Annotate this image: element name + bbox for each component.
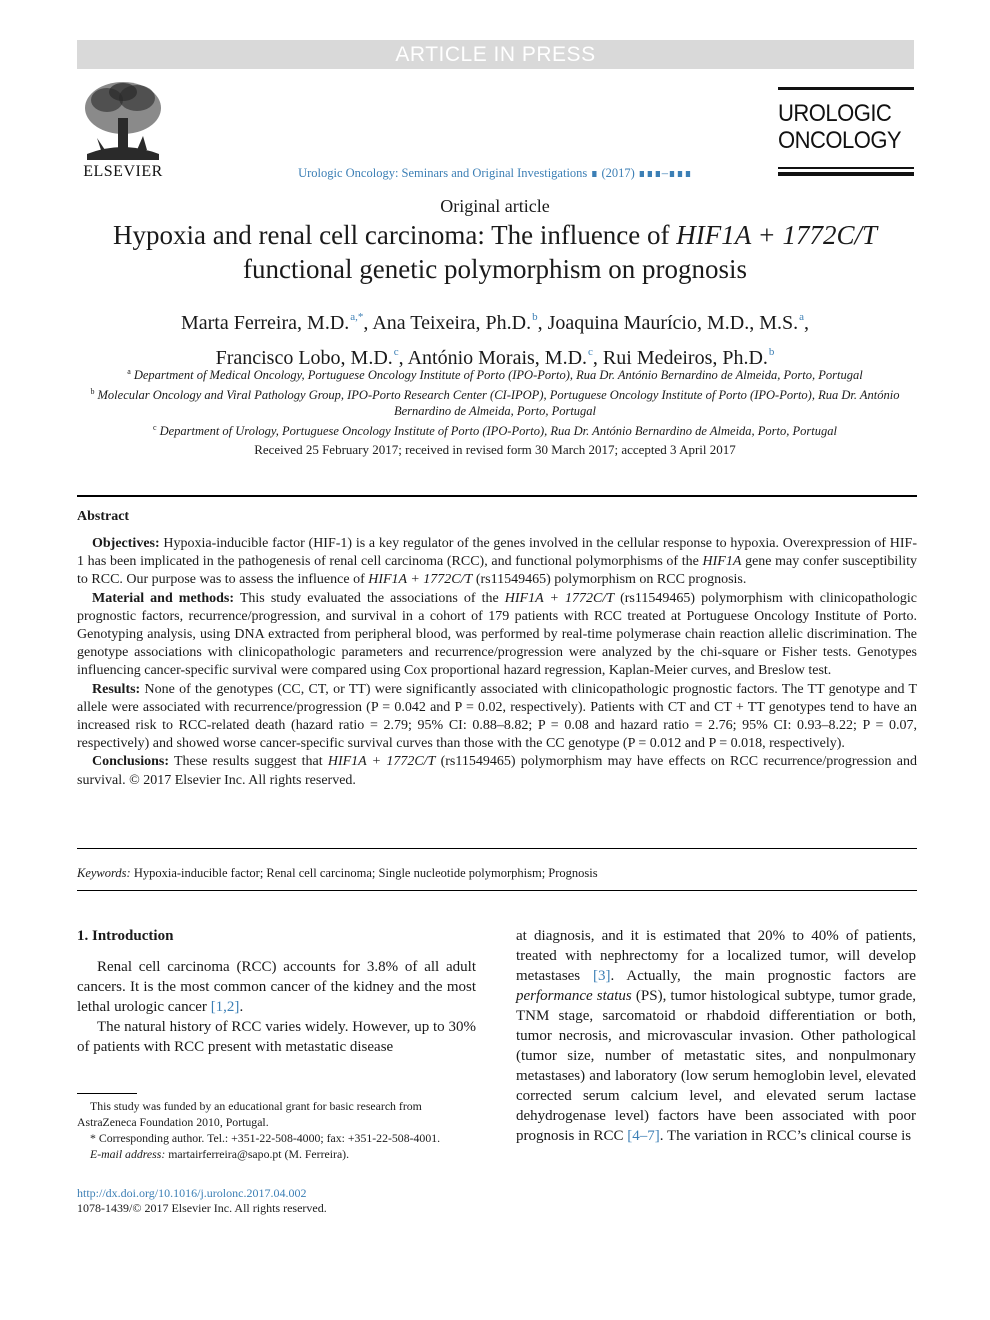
paragraph: Renal cell carcinoma (RCC) accounts for 3.8% of all adult cancers. It is the most common cancer of the kidney and the most lethal urologic cancer [1,2].: [77, 959, 476, 1015]
corresponding-author-note: * Corresponding author. Tel.: +351-22-508-4000; fax: +351-22-508-4001.: [90, 1131, 441, 1145]
journal-brand-line2: ONCOLOGY: [778, 127, 902, 154]
author-name: Rui Medeiros, Ph.D.: [602, 347, 768, 369]
author-affiliation-link[interactable]: c: [588, 346, 593, 358]
footnotes: [77, 1098, 476, 1162]
abstract-results: Results: None of the genotypes (CC, CT, or TT) were significantly associated with clinicopathologic prognostic factors. The TT genotype and T allele were associated with recurrence/progression (P = 0.042 and P = 0.02, respectively). Patients with CT and CT + TT genotypes tend to have an increased risk to RCC-related death (hazard ratio = 2.79; 95% CI: 0.88–8.82; P = 0.08 and hazard ratio = 2.76; 95% CI: 0.93–8.22; P = 0.07, respectively) and showed worse cancer-specific survival curves than those with the CC genotype (P = 0.012 and P = 0.018, respectively).: [77, 681, 917, 752]
publisher-name: ELSEVIER: [83, 163, 163, 180]
journal-brand-line1: UROLOGIC: [778, 100, 892, 127]
funding-note: This study was funded by an educational grant for basic research from AstraZeneca Foundation 2010, Portugal.: [77, 1099, 422, 1129]
paragraph: The natural history of RCC varies widely. However, up to 30% of patients with RCC present with metastatic disease: [77, 1019, 476, 1055]
affiliations: [80, 364, 910, 439]
intro-left-column: [77, 926, 476, 1057]
section-heading: 1. Introduction: [77, 928, 174, 944]
affiliation-item: $^b$ Molecular Oncology and Viral Pathology Group, IPO-Porto Research Center (CI-IPOP), Portuguese Oncology Institute of Porto (IPO-Porto), Rua Dr. António Bernardino de Almeida, Porto, Portugal: [90, 386, 900, 418]
citation-link[interactable]: [4–7]: [627, 1128, 660, 1144]
abstract-heading: Abstract: [77, 509, 130, 524]
footnote-rule: [77, 1093, 137, 1094]
author-affiliation-link[interactable]: b: [532, 311, 538, 323]
abstract-body: [77, 535, 917, 790]
affiliation-item: $^c$ Department of Urology, Portuguese Oncology Institute of Porto (IPO-Porto), Rua Dr. António Bernardino de Almeida, Porto, Portugal: [153, 422, 837, 438]
abstract-methods: Material and methods: This study evaluated the associations of the HIF1A + 1772C/T (rs11549465) polymorphism with clinicopathologic prognostic factors, recurrence/progression, and survival in a cohort of 179 patients with RCC treated at Portuguese Oncology Institute of Porto. Genotyping analysis, using DNA extracted from peripheral blood, was performed by real-time polymerase chain reaction allelic discrimination. The genotype associations with clinicopathologic parameters and recurrence/progression were analyzed by the chi-square or Fisher tests. Genotypes influencing cancer-specific survival were compared using Cox proportional hazard regression, Kaplan-Meier curves, and Breslow test.: [77, 590, 917, 679]
divider: [77, 848, 917, 849]
journal-brand: [778, 100, 900, 154]
email-note: E-mail address: martairferreira@sapo.pt (M. Ferreira).: [90, 1147, 350, 1161]
issn-copyright: 1078-1439/© 2017 Elsevier Inc. All rights reserved.: [77, 1201, 327, 1215]
author-name: Francisco Lobo, M.D.: [215, 347, 393, 369]
author-affiliation-link[interactable]: b: [768, 346, 775, 358]
divider: [77, 890, 917, 891]
citation-link[interactable]: [1,2]: [210, 999, 240, 1015]
abstract-objectives: Objectives: Hypoxia-inducible factor (HIF-1) is a key regulator of the genes involved in the cellular response to hypoxia. Overexpression of HIF-1 has been implicated in the pathogenesis of renal cell carcinoma (RCC), and functional polymorphisms of the HIF1A gene may confer susceptibility to RCC. Our purpose was to assess the influence of HIF1A + 1772C/T (rs11549465) polymorphism on RCC prognosis.: [77, 536, 917, 588]
citation-link[interactable]: [3]: [593, 968, 611, 984]
author-affiliation-link[interactable]: a,*: [350, 311, 364, 323]
author-name: Joaquina Maurício, M.D., M.S.: [547, 312, 799, 334]
article-title: Hypoxia and renal cell carcinoma: The influence of HIF1A + 1772C/T functional genetic polymorphism on prognosis: [113, 220, 877, 284]
author-affiliation-link[interactable]: a: [799, 311, 804, 323]
brand-rule: [778, 167, 914, 169]
received-dates: Received 25 February 2017; received in revised form 30 March 2017; accepted 3 April 2017: [254, 442, 736, 457]
divider: [77, 495, 917, 497]
journal-citation-link[interactable]: Urologic Oncology: Seminars and Original Investigations ∎ (2017) ∎∎∎–∎∎∎: [298, 166, 692, 180]
abstract-conclusions: Conclusions: These results suggest that HIF1A + 1772C/T (rs11549465) polymorphism may have effects on RCC recurrence/progression and survival. © 2017 Elsevier Inc. All rights reserved.: [77, 754, 917, 788]
article-in-press-banner: ARTICLE IN PRESS: [77, 40, 914, 69]
author-name: Ana Teixeira, Ph.D.: [372, 312, 532, 334]
author-name: António Morais, M.D.: [407, 347, 588, 369]
affiliation-item: $^a$ Department of Medical Oncology, Portuguese Oncology Institute of Porto (IPO-Porto), Rua Dr. António Bernardino de Almeida, Porto, Portugal: [127, 367, 863, 382]
doi-link[interactable]: http://dx.doi.org/10.1016/j.urolonc.2017.04.002: [77, 1186, 307, 1200]
keywords: Keywords: Hypoxia-inducible factor; Renal cell carcinoma; Single nucleotide polymorphism; Prognosis: [77, 866, 598, 880]
author-affiliation-link[interactable]: c: [393, 346, 399, 358]
intro-right-column: at diagnosis, and it is estimated that 20% to 40% of patients, treated with nephrectomy for a localized tumor, will develop metastases [3]. Actually, the main prognostic factors are performance status (PS), tumor histological subtype, tumor grade, TNM stage, sarcomatoid or rhabdoid differentiation or both, tumor necrosis, and microvascular invasion. Other pathological (tumor size, number of metastatic sites, and nonpulmonary metastases) and laboratory (low serum hemoglobin level, elevated corrected serum calcium level, and elevated serum lactase dehydrogenase level) factors have been associated with poor prognosis in RCC [4–7]. The variation in RCC’s clinical course is: [516, 928, 916, 1144]
email-link[interactable]: martairferreira@sapo.pt (M. Ferreira).: [165, 1147, 350, 1161]
brand-rule: [778, 87, 914, 90]
author-name: Marta Ferreira, M.D.: [180, 312, 350, 334]
author-list: Marta Ferreira, M.D.$^{a,*}$, Ana Teixeira, Ph.D.$^b$, Joaquina Maurício, M.D., M.S.$^a$, Francisco Lobo, M.D.$^c$, António Morais, M.D.$^c$, Rui Medeiros, Ph.D.$^b$: [180, 311, 809, 369]
article-type: Original article: [440, 196, 550, 216]
brand-rule: [778, 172, 914, 176]
